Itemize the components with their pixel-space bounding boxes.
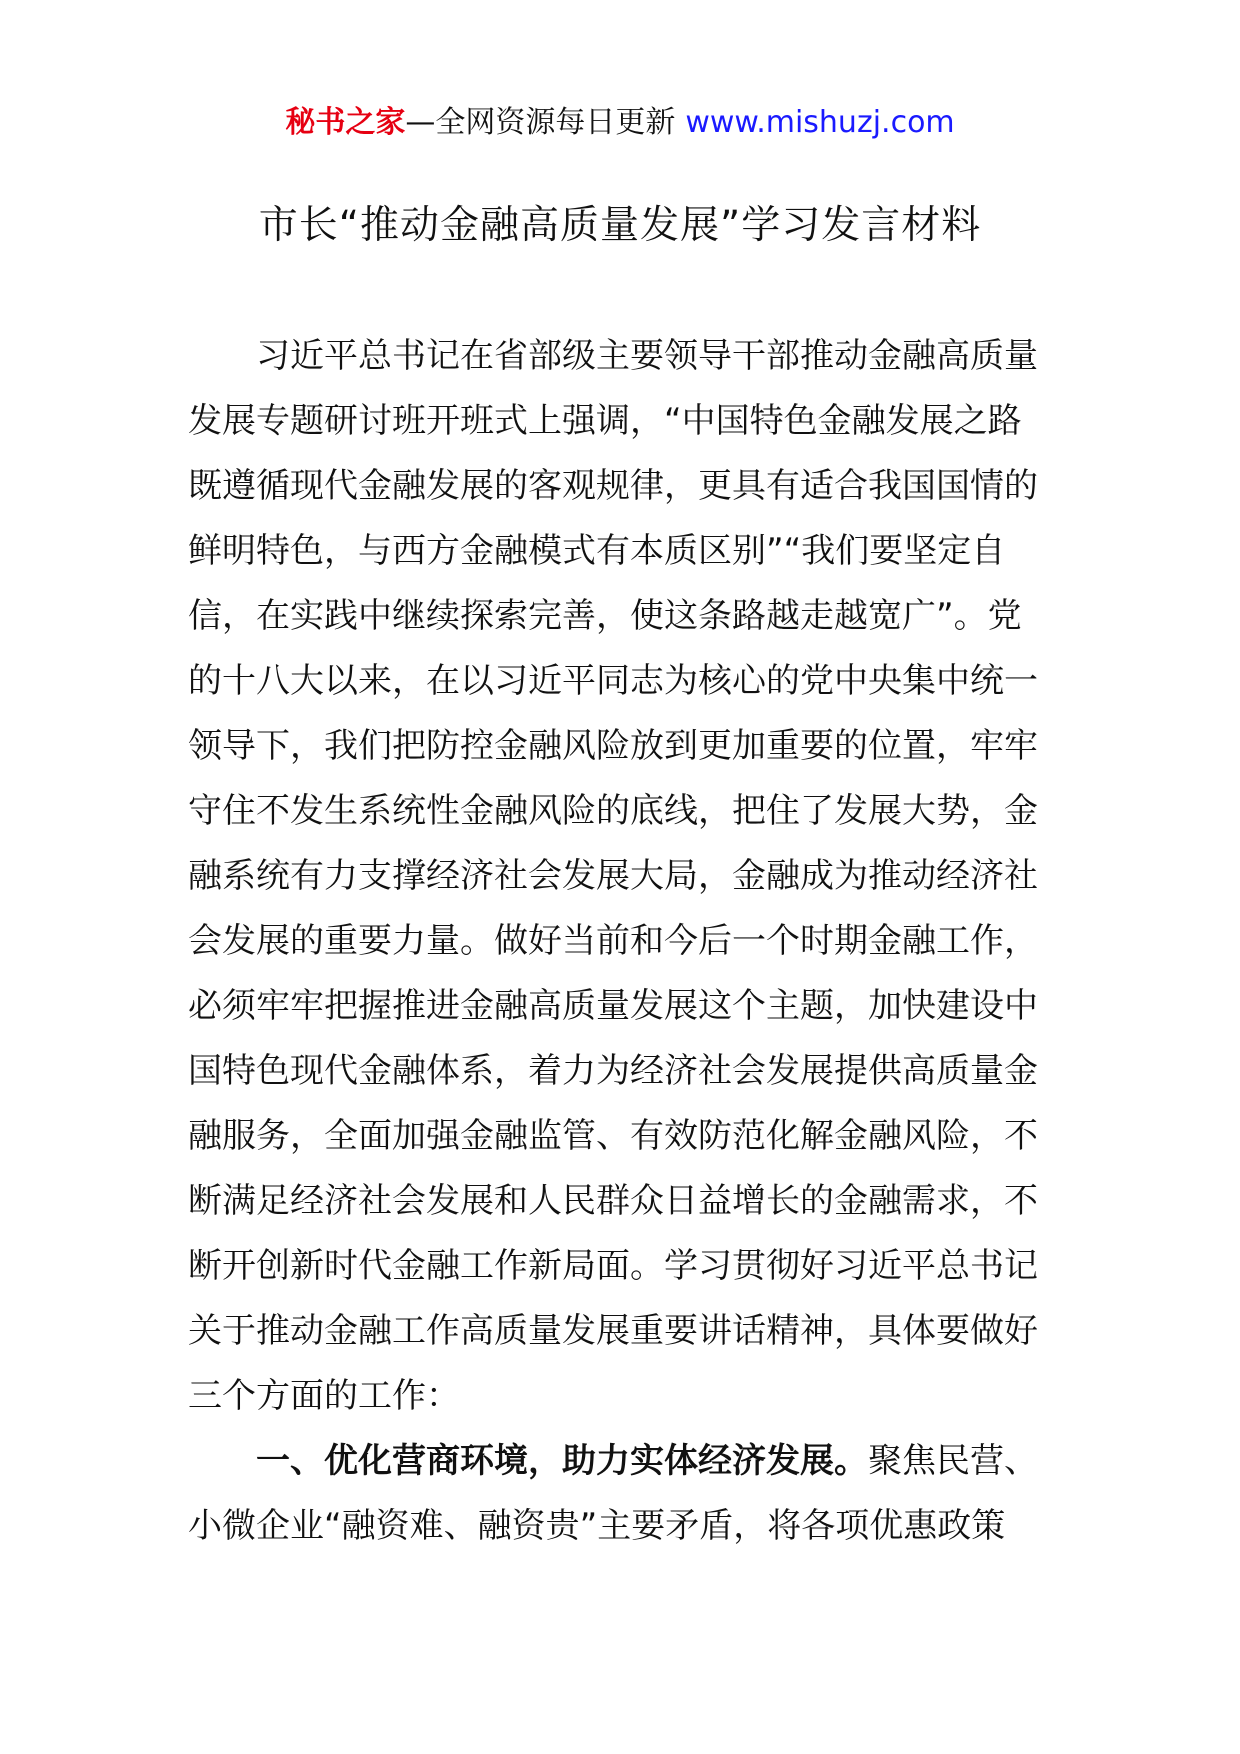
site-url-link[interactable]: www.mishuzj.com	[685, 105, 955, 140]
section-1-heading: 一、优化营商环境，助力实体经济发展。	[256, 1441, 868, 1481]
body-line: 必须牢牢把握推进金融高质量发展这个主题，加快建设中	[188, 986, 1038, 1026]
body-line: 鲜明特色，与西方金融模式有本质区别”“我们要坚定自	[188, 531, 1006, 571]
header-tagline: —全网资源每日更新	[405, 105, 676, 140]
body-line: 会发展的重要力量。做好当前和今后一个时期金融工作，	[188, 921, 1038, 961]
site-header	[0, 98, 1240, 148]
section-1-first-line	[188, 1429, 1068, 1494]
body-line: 小微企业“融资难、融资贵”主要矛盾，将各项优惠政策	[188, 1506, 1006, 1546]
brand-name: 秘书之家	[285, 105, 406, 140]
body-line: 习近平总书记在省部级主要领导干部推动金融高质量	[256, 336, 1038, 376]
section-1-text: 聚焦民营、	[868, 1441, 1038, 1481]
body-line: 断满足经济社会发展和人民群众日益增长的金融需求，不	[188, 1181, 1038, 1221]
body-line: 信，在实践中继续探索完善，使这条路越走越宽广”。党	[188, 596, 1022, 636]
body-line: 融服务，全面加强金融监管、有效防范化解金融风险，不	[188, 1116, 1038, 1156]
body-line: 发展专题研讨班开班式上强调，“中国特色金融发展之路	[188, 401, 1022, 441]
body-line: 关于推动金融工作高质量发展重要讲话精神，具体要做好	[188, 1311, 1038, 1351]
body-line: 既遵循现代金融发展的客观规律，更具有适合我国国情的	[188, 466, 1038, 506]
body-line: 国特色现代金融体系，着力为经济社会发展提供高质量金	[188, 1051, 1038, 1091]
body-line: 领导下，我们把防控金融风险放到更加重要的位置，牢牢	[188, 726, 1038, 766]
body-line: 三个方面的工作：	[188, 1376, 460, 1416]
document-body	[188, 324, 1068, 1559]
body-line: 守住不发生系统性金融风险的底线，把住了发展大势，金	[188, 791, 1038, 831]
document-title: 市长“推动金融高质量发展”学习发言材料	[258, 203, 982, 248]
body-line: 的十八大以来，在以习近平同志为核心的党中央集中统一	[188, 661, 1038, 701]
body-line: 断开创新时代金融工作新局面。学习贯彻好习近平总书记	[188, 1246, 1038, 1286]
body-line: 融系统有力支撑经济社会发展大局，金融成为推动经济社	[188, 856, 1038, 896]
